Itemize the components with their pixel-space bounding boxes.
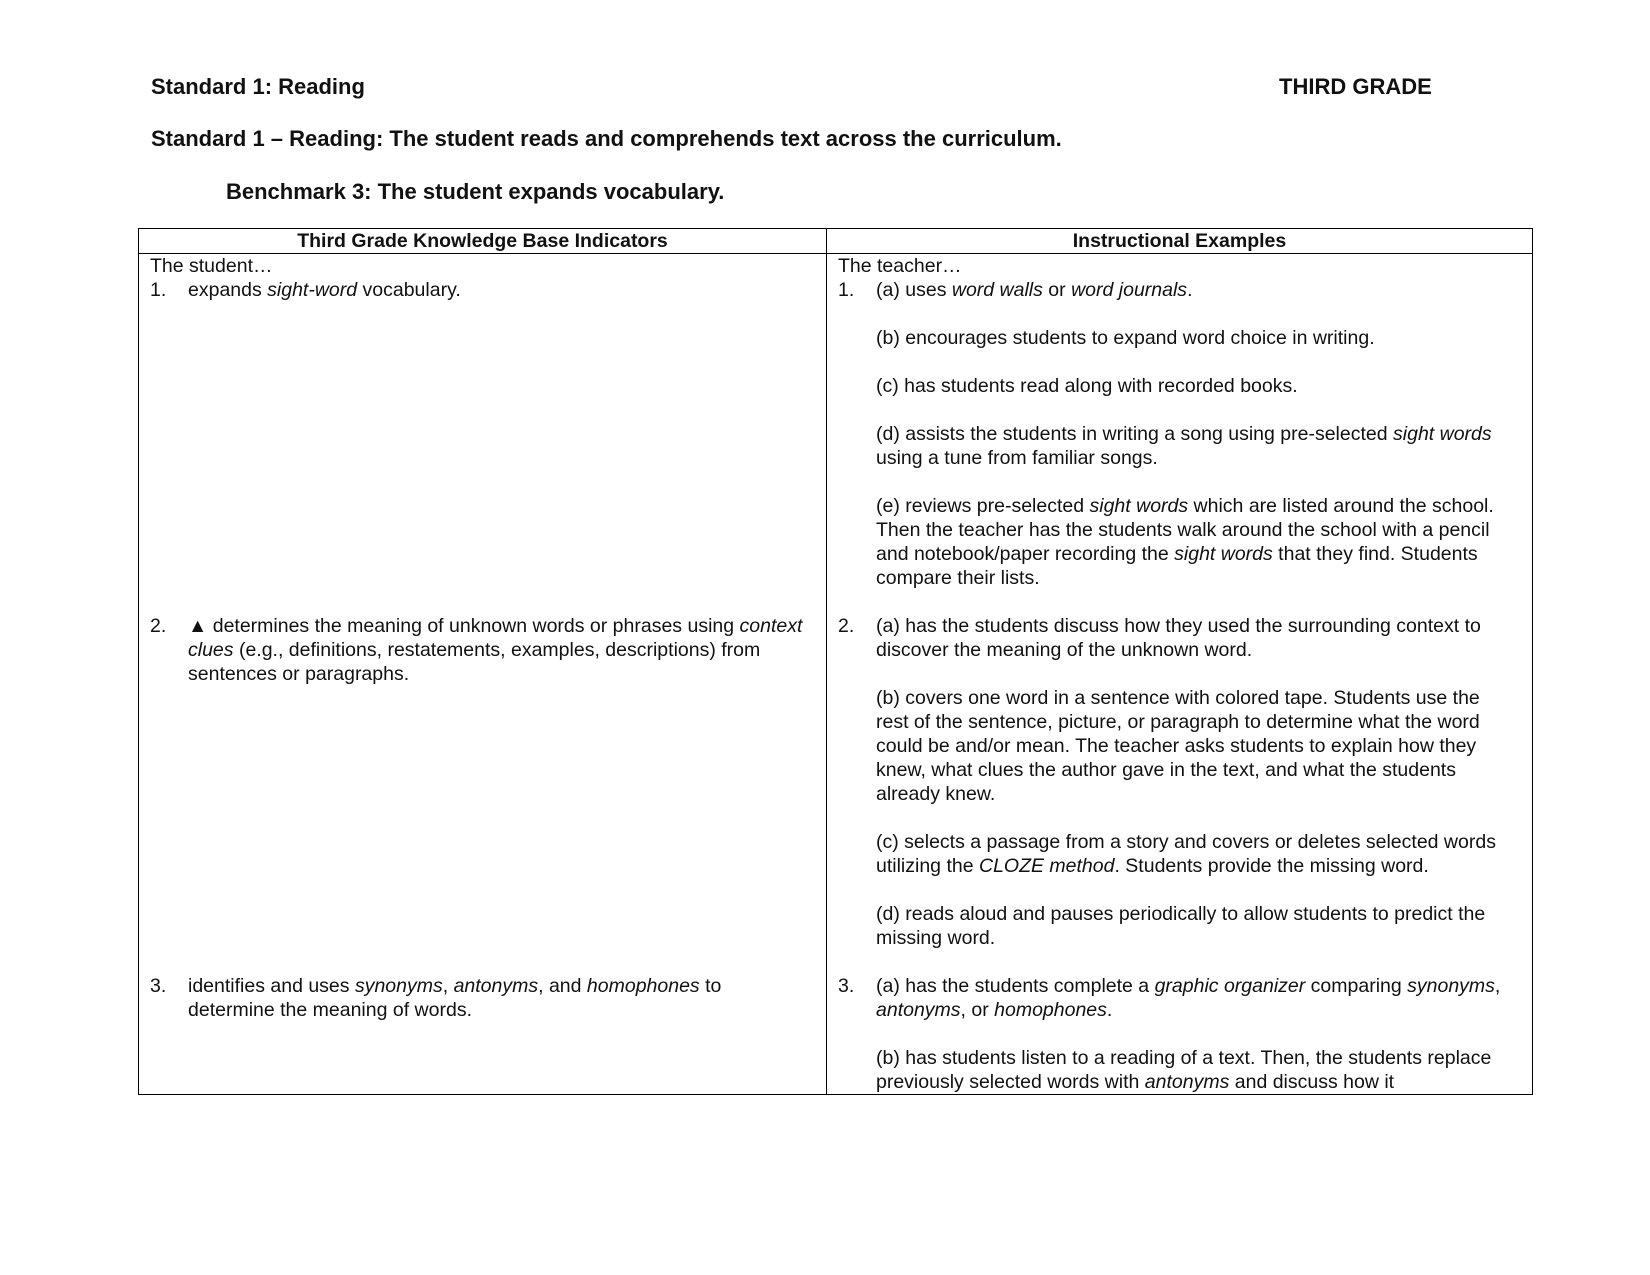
indicator-text: expands sight-word vocabulary. bbox=[188, 279, 461, 301]
teacher-intro: The teacher… bbox=[838, 255, 962, 277]
example-item: (b) encourages students to expand word choice in writing. bbox=[876, 327, 1375, 349]
example-number: 3. bbox=[838, 975, 855, 997]
indicator-text: ▲ determines the meaning of unknown words or phrases using context clues (e.g., definitions, restatements, examples, descriptions) from sentences or paragraphs. bbox=[188, 615, 803, 685]
indicator-text: identifies and uses synonyms, antonyms, and homophones to determine the meaning of words. bbox=[188, 975, 722, 1021]
grade-label: THIRD GRADE bbox=[1279, 74, 1432, 99]
example-item: (d) assists the students in writing a song using pre-selected sight words using a tune from familiar songs. bbox=[876, 423, 1492, 469]
intro-row bbox=[139, 254, 1533, 279]
examples-cell bbox=[827, 614, 1533, 974]
indicator-cell bbox=[139, 278, 827, 614]
table-row bbox=[139, 278, 1533, 614]
examples-cell bbox=[827, 278, 1533, 614]
example-item: (a) has the students complete a graphic organizer comparing synonyms, antonyms, or homophones. bbox=[876, 975, 1501, 1021]
indicators-table bbox=[138, 228, 1533, 1095]
example-number: 1. bbox=[838, 279, 855, 301]
student-intro: The student… bbox=[150, 255, 273, 277]
example-item: (d) reads aloud and pauses periodically to allow students to predict the missing word. bbox=[876, 903, 1486, 949]
right-intro-cell bbox=[827, 254, 1533, 279]
standard-heading: Standard 1 – Reading: The student reads and comprehends text across the curriculum. bbox=[151, 126, 1062, 151]
standard-label: Standard 1: Reading bbox=[151, 74, 365, 99]
examples-cell bbox=[827, 974, 1533, 1095]
col-header-examples: Instructional Examples bbox=[827, 229, 1533, 254]
example-item: (e) reviews pre-selected sight words which are listed around the school. Then the teacher has the students walk around the school with a pencil and notebook/paper recording the sight words that they find. Students compare their lists. bbox=[876, 495, 1494, 589]
example-item: (a) has the students discuss how they used the surrounding context to discover the meaning of the unknown word. bbox=[876, 615, 1481, 661]
table-row bbox=[139, 974, 1533, 1095]
example-item: (c) selects a passage from a story and covers or deletes selected words utilizing the CLOZE method. Students provide the missing word. bbox=[876, 831, 1496, 877]
example-item: (b) covers one word in a sentence with colored tape. Students use the rest of the sentence, picture, or paragraph to determine what the word could be and/or mean. The teacher asks students to explain how they knew, what clues the author gave in the text, and what the students already knew. bbox=[876, 687, 1480, 805]
table-body bbox=[139, 254, 1533, 1095]
indicator-number: 3. bbox=[150, 975, 167, 997]
col-header-indicators: Third Grade Knowledge Base Indicators bbox=[139, 229, 827, 254]
table-header-row bbox=[139, 229, 1533, 254]
left-intro-cell bbox=[139, 254, 827, 279]
indicator-number: 2. bbox=[150, 615, 167, 637]
table-row bbox=[139, 614, 1533, 974]
example-number: 2. bbox=[838, 615, 855, 637]
indicator-cell bbox=[139, 974, 827, 1095]
indicator-cell bbox=[139, 614, 827, 974]
benchmark-heading: Benchmark 3: The student expands vocabulary. bbox=[226, 179, 725, 204]
example-item: (c) has students read along with recorded books. bbox=[876, 375, 1298, 397]
indicator-number: 1. bbox=[150, 279, 167, 301]
example-item: (a) uses word walls or word journals. bbox=[876, 279, 1193, 301]
example-item: (b) has students listen to a reading of a text. Then, the students replace previously selected words with antonyms and discuss how it bbox=[876, 1047, 1492, 1093]
